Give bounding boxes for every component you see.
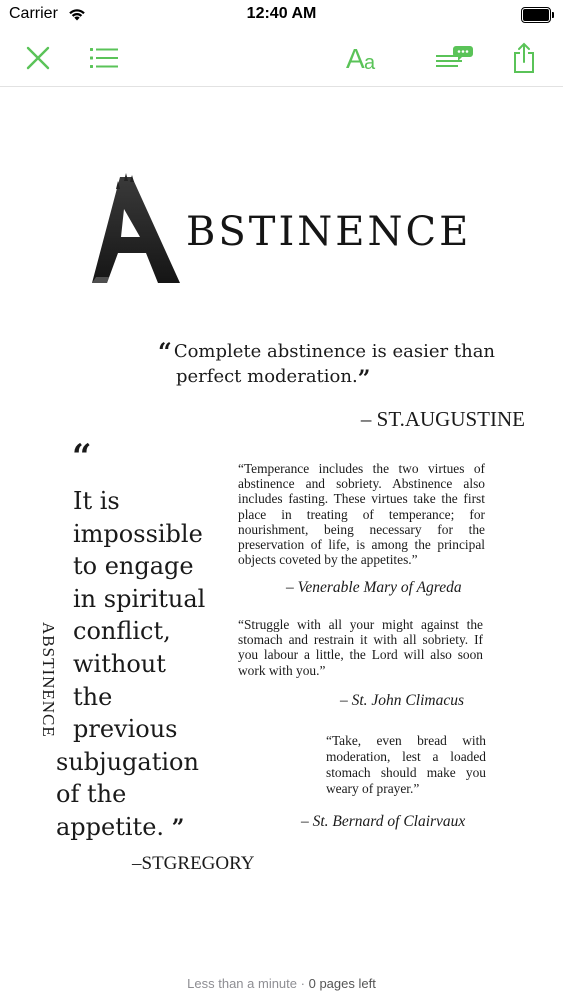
svg-text:a: a [364,52,376,73]
share-icon [511,42,537,74]
pages-left-label: 0 pages left [308,976,376,991]
quote-attribution: – St. John Climacus [340,692,464,709]
quote-attribution: – ST.AUGUSTINE [360,407,525,431]
book-page [0,87,563,967]
svg-text:A: A [346,43,365,73]
quote-line: without [73,649,166,678]
notes-button[interactable] [433,40,475,76]
quote-augustine [158,339,498,392]
time-left-label: Less than a minute [187,976,298,991]
reader-toolbar [0,30,563,87]
forest-letter-a-image [88,171,188,289]
quote-line: perfect moderation. [176,366,358,387]
quote-line: It is [73,487,120,515]
close-quote-mark: ” [357,366,371,392]
quote-line: previous [73,715,178,744]
chapter-title-logo [88,171,472,289]
quote-attribution: – Venerable Mary of Agreda [286,579,462,596]
font-size-icon [345,43,383,73]
carrier-label: Carrier [9,5,58,22]
quote-line: to engage [73,552,194,581]
quote-gregory [56,485,221,845]
toc-list-icon [88,46,120,70]
reading-progress [0,976,563,991]
close-quote-mark: ” [171,814,185,841]
table-of-contents-button[interactable] [86,40,122,76]
open-quote-mark: “ [158,337,172,366]
battery-icon [521,7,555,23]
quote-line: Complete abstinence is easier than [173,341,496,362]
notes-icon [434,44,474,72]
quote-line: subjugation [56,747,199,776]
quote-attribution: – St. Bernard of Clairvaux [301,813,466,830]
quote-line: impossible [73,519,203,548]
share-button[interactable] [506,40,542,76]
quote-mary-of-agreda: “Temperance includes the two virtues of abstinence and sobriety. Abstinence also includes fasting. These virtues take the first place in treating of temperance; for nourishment, being necessary for the preservation of life, is among the principal objects coveted by the appetites.” [238,461,485,568]
close-button[interactable] [20,40,56,76]
quote-line: of the [56,780,127,809]
status-bar [0,0,563,30]
quote-line: appetite. [56,812,165,841]
close-icon [25,45,51,71]
status-time: 12:40 AM [246,5,317,22]
quote-line: in spiritual [73,584,206,613]
quote-line: the [73,682,113,711]
chapter-title [186,209,471,255]
quote-attribution: –STGREGORY [132,853,255,874]
separator-dot: · [300,976,305,991]
quote-bernard: “Take, even bread with moderation, lest a loaded stomach should make you weary of prayer.” [326,733,486,796]
chapter-title-rest: BSTINENCE [186,209,472,255]
open-quote-mark: “ [72,437,92,477]
vertical-side-title: ABSTINENCE [39,622,58,738]
quote-line: conflict, [73,617,171,646]
quote-john-climacus: “Struggle with all your might against the stomach and restrain it with all sobriety. If you labour a little, the Lord will also soon work with you.” [238,617,483,678]
font-settings-button[interactable] [344,40,384,76]
